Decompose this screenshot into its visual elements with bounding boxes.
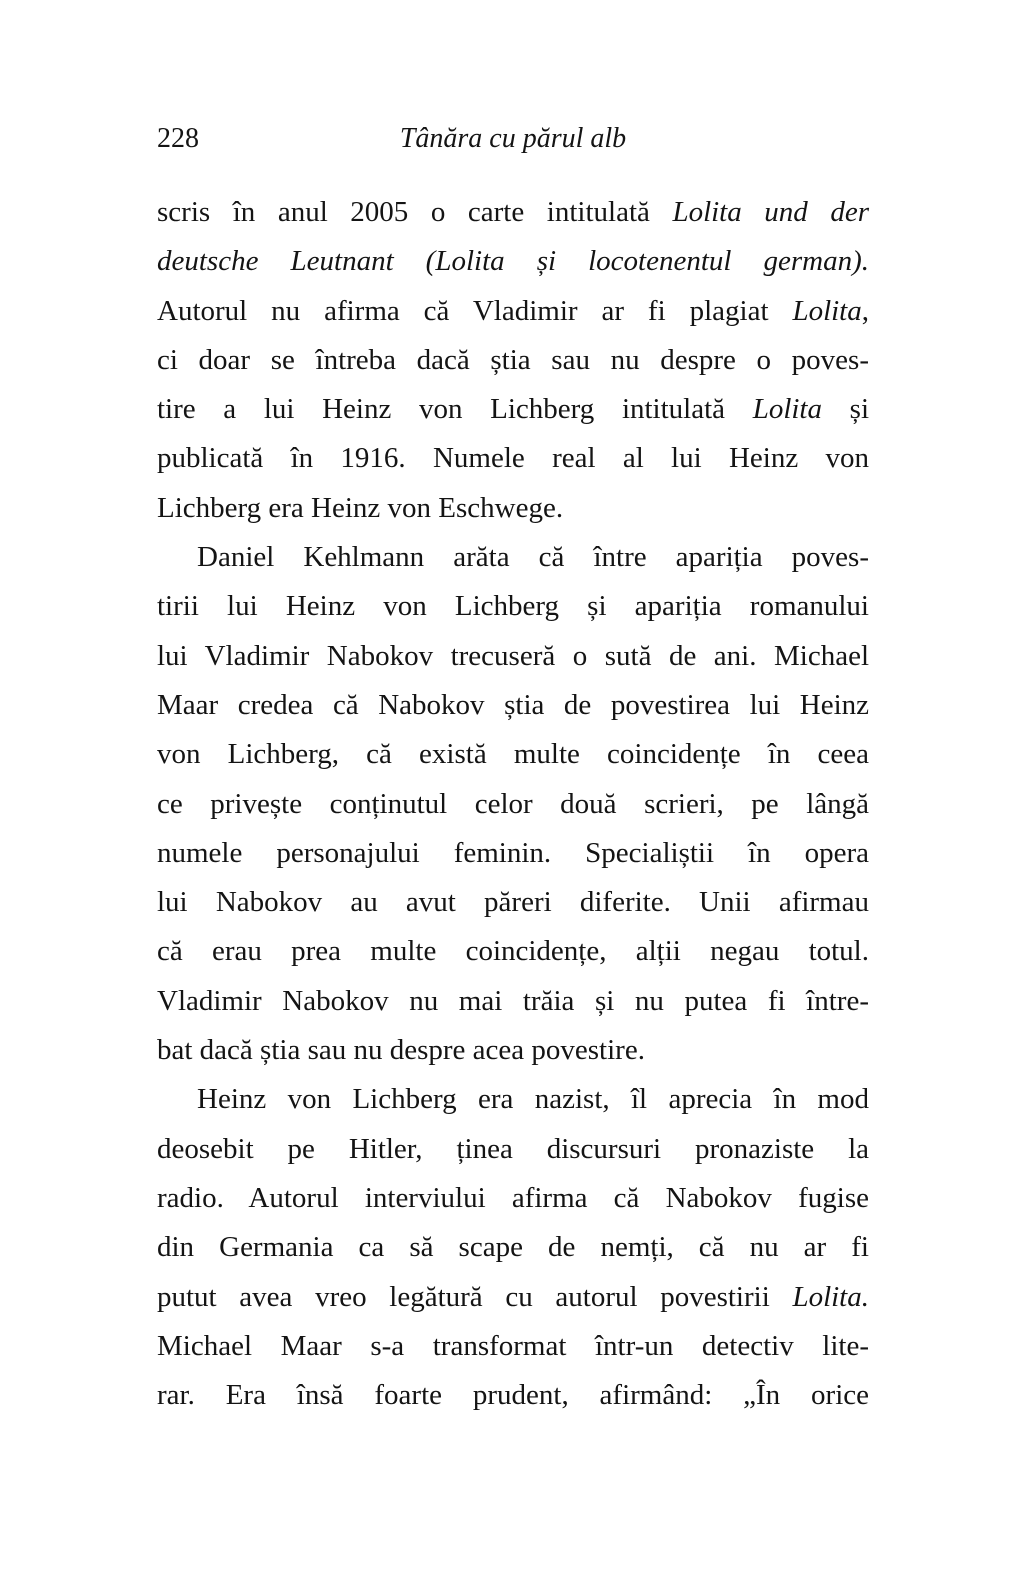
- text-run: radio. Autorul interviului afirma că Nabokov fugise: [157, 1181, 869, 1214]
- page-header: [157, 123, 869, 157]
- text-run: Autorul nu afirma că Vladimir ar fi plagiat: [157, 294, 793, 327]
- text-run: Vladimir Nabokov nu mai trăia și nu putea fi între-: [157, 984, 869, 1017]
- text-run: ,: [861, 294, 869, 327]
- text-run: că erau prea multe coincidențe, alții negau totul.: [157, 935, 869, 968]
- text-line: [157, 582, 869, 631]
- paragraph: [157, 188, 869, 533]
- text-line: [157, 1026, 869, 1075]
- body-text: [157, 188, 869, 1420]
- text-run: ci doar se întreba dacă știa sau nu despre o poves-: [157, 343, 869, 376]
- paragraph: [157, 1075, 869, 1420]
- text-run: tire a lui Heinz von Lichberg intitulată: [157, 393, 753, 426]
- text-line: [157, 681, 869, 730]
- text-run: von Lichberg, că există multe coincidențe în ceea: [157, 738, 869, 771]
- text-line: [157, 336, 869, 385]
- text-line: [157, 237, 869, 286]
- italic-text-run: Lolita.: [792, 1280, 869, 1313]
- text-run: numele personajului feminin. Specialiștii în opera: [157, 836, 869, 869]
- text-run: ce privește conținutul celor două scrieri, pe lângă: [157, 787, 869, 820]
- text-run: Heinz von Lichberg era nazist, îl aprecia în mod: [197, 1083, 869, 1116]
- text-run: deosebit pe Hitler, ținea discursuri pronaziste la: [157, 1132, 869, 1165]
- text-run: din Germania ca să scape de nemți, că nu ar fi: [157, 1231, 869, 1264]
- italic-text-run: Lolita: [792, 294, 862, 327]
- text-line: [157, 1075, 869, 1124]
- text-run: Daniel Kehlmann arăta că între apariția poves-: [197, 541, 869, 574]
- text-run: lui Nabokov au avut păreri diferite. Unii afirmau: [157, 886, 869, 919]
- paragraph: [157, 533, 869, 1075]
- text-line: [157, 533, 869, 582]
- italic-text-run: deutsche Leutnant (Lolita și locotenentul german).: [157, 245, 869, 278]
- text-line: [157, 188, 869, 237]
- text-run: Michael Maar s-a transformat într-un detectiv lite-: [157, 1329, 869, 1362]
- text-run: lui Vladimir Nabokov trecuseră o sută de ani. Michael: [157, 639, 869, 672]
- text-line: [157, 1371, 869, 1420]
- text-line: [157, 927, 869, 976]
- text-run: și: [822, 393, 869, 426]
- page-number: 228: [157, 123, 199, 154]
- text-run: publicată în 1916. Numele real al lui Heinz von: [157, 442, 869, 475]
- text-line: [157, 385, 869, 434]
- text-line: [157, 780, 869, 829]
- text-run: Lichberg era Heinz von Eschwege.: [157, 491, 564, 524]
- text-line: [157, 1125, 869, 1174]
- text-line: [157, 730, 869, 779]
- running-title: Tânăra cu părul alb: [399, 123, 627, 154]
- text-line: [157, 1223, 869, 1272]
- text-line: [157, 1174, 869, 1223]
- italic-text-run: Lolita: [752, 393, 822, 426]
- text-line: [157, 829, 869, 878]
- text-line: [157, 484, 869, 533]
- text-line: [157, 1322, 869, 1371]
- text-line: [157, 1273, 869, 1322]
- text-line: [157, 434, 869, 483]
- text-line: [157, 878, 869, 927]
- text-run: bat dacă știa sau nu despre acea povestire.: [157, 1034, 645, 1067]
- text-run: putut avea vreo legătură cu autorul povestirii: [157, 1280, 793, 1313]
- text-line: [157, 632, 869, 681]
- text-run: scris în anul 2005 o carte intitulată: [157, 196, 673, 228]
- text-run: tirii lui Heinz von Lichberg și apariția romanului: [157, 590, 869, 623]
- text-line: [157, 977, 869, 1026]
- italic-text-run: Lolita und der: [672, 196, 869, 228]
- text-line: [157, 287, 869, 336]
- text-run: rar. Era însă foarte prudent, afirmând: „În orice: [157, 1379, 869, 1412]
- text-run: Maar credea că Nabokov știa de povestirea lui Heinz: [157, 688, 869, 721]
